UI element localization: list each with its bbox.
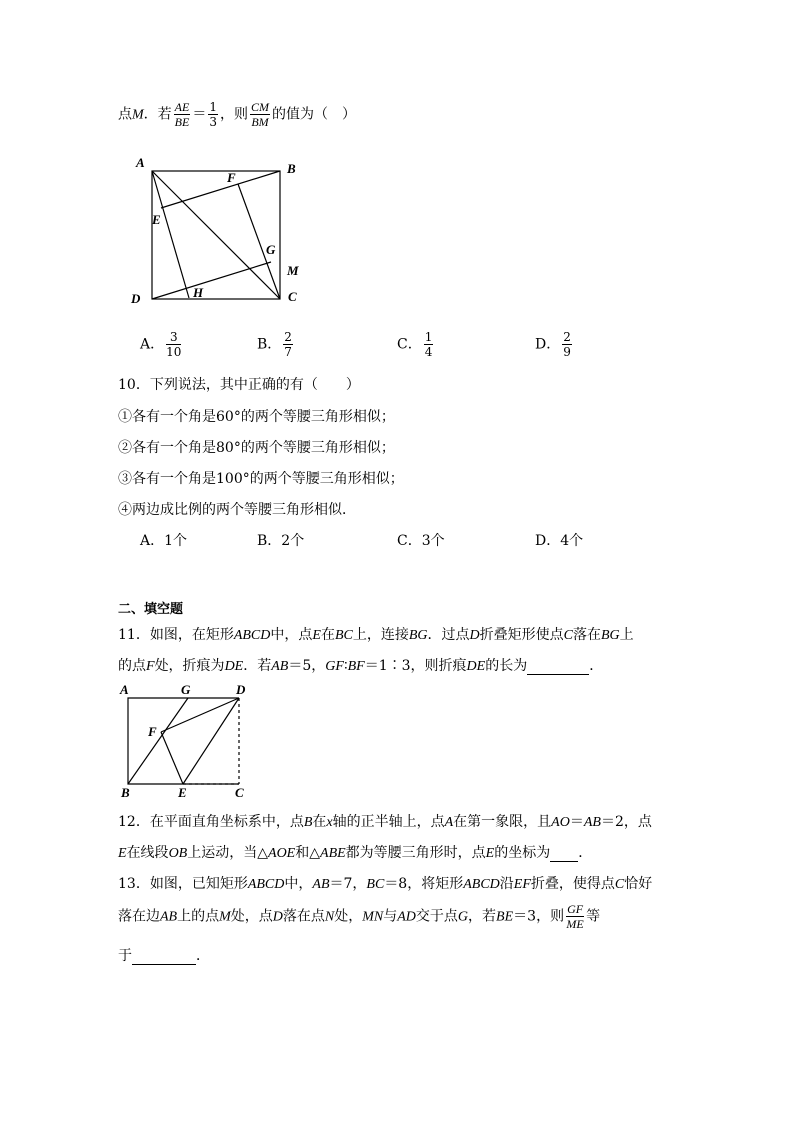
label-e: E [178, 785, 187, 800]
q12-line-1: 12．在平面直角坐标系中，点B在x轴的正半轴上，点A在第一象限，且AO＝AB＝2，点 [118, 814, 652, 830]
q10-item-4: ④两边成比例的两个等腰三角形相似． [118, 502, 356, 518]
q10-stem: 10．下列说法，其中正确的有（ ） [118, 377, 360, 393]
label-c: C [235, 785, 244, 800]
line-d-g [152, 262, 271, 299]
q11-line-2: 的点F处，折痕为DE．若AB＝5，GF∶BF＝1∶3，则折痕DE的长为 ． [118, 658, 604, 674]
label-d: D [131, 291, 141, 306]
q9-option-c[interactable]: C． $\frac{1}{4}$ [397, 330, 433, 359]
answer-blank[interactable] [550, 845, 578, 862]
label-b: B [287, 161, 296, 176]
q10-item-1: ①各有一个角是60°的两个等腰三角形相似； [118, 409, 395, 425]
section-heading: 二、填空题 [118, 602, 184, 617]
q10-option-b[interactable]: B．2个 [257, 533, 305, 549]
q9-stem: 点M．若 $\frac{AE}{BE}$ ＝ $\frac{1}{3}$ ，则 $\frac{CM}{BM}$ 的值为（ ） [118, 100, 356, 129]
label-e: E [152, 212, 161, 227]
q13-line-1: 13．如图，已知矩形ABCD中，AB＝7，BC＝8，将矩形ABCD沿EF折叠，使得点C恰好 [118, 876, 653, 892]
q10-option-c[interactable]: C．3个 [397, 533, 445, 549]
q10-item-3: ③各有一个角是100°的两个等腰三角形相似； [118, 471, 404, 487]
q9-option-d[interactable]: D． $\frac{2}{9}$ [535, 330, 571, 359]
answer-blank[interactable] [527, 658, 589, 675]
fraction-gf-me: $\frac{GF}{ME}$ [566, 902, 584, 931]
q11-line-1: 11．如图，在矩形ABCD中，点E在BC上，连接BG．过点D折叠矩形使点C落在BG上 [118, 627, 634, 643]
q9-option-a[interactable]: A． $\frac{3}{10}$ [140, 330, 182, 359]
label-b: B [121, 785, 130, 800]
q9-option-b[interactable]: B． $\frac{2}{7}$ [257, 330, 292, 359]
label-c: C [288, 289, 297, 304]
fraction-ae-be: $\frac{AE}{BE}$ [174, 100, 190, 129]
line-e-b [161, 171, 280, 208]
label-f: F [227, 170, 236, 185]
crease-de [183, 698, 239, 784]
label-g: G [181, 682, 191, 697]
line-fe [161, 732, 183, 784]
label-a: A [120, 682, 129, 697]
q13-line-2: 落在边AB上的点M处，点D落在点N处，MN与AD交于点G，若BE＝3，则 $\frac{GF}{ME}$ 等 [118, 902, 601, 931]
line-bg [128, 698, 188, 784]
label-h: H [193, 285, 204, 300]
q10-item-2: ②各有一个角是80°的两个等腰三角形相似； [118, 440, 395, 456]
q10-option-a[interactable]: A．1个 [140, 533, 188, 549]
label-g: G [266, 242, 276, 257]
fraction-cm-bm: $\frac{CM}{BM}$ [250, 100, 269, 129]
label-d: D [236, 682, 246, 697]
label-f: F [148, 724, 157, 739]
fraction-one-third: $\frac{1}{3}$ [209, 100, 217, 129]
rect-abc-sides [128, 698, 239, 784]
q9-square-figure [125, 152, 315, 312]
label-m: M [287, 263, 299, 278]
label-a: A [136, 155, 145, 170]
q10-option-d[interactable]: D．4个 [535, 533, 584, 549]
answer-blank[interactable] [132, 948, 196, 965]
q11-rectangle-figure [115, 680, 265, 800]
q12-line-2: E在线段OB上运动，当△AOE和△ABE都为等腰三角形时，点E的坐标为 ． [118, 845, 593, 861]
q13-line-3: 于 ． [118, 948, 210, 964]
